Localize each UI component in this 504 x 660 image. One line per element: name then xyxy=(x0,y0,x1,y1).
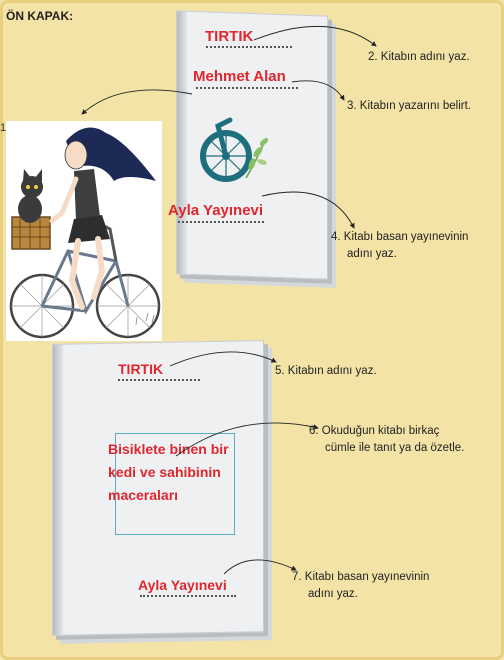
front-publisher: Ayla Yayınevi xyxy=(168,202,264,219)
front-author: Mehmet Alan xyxy=(193,68,286,85)
arrow-to-back-publisher xyxy=(224,560,296,574)
back-summary-line2: kedi ve sahibinin xyxy=(108,464,221,480)
arrow-to-author xyxy=(292,81,344,100)
instruction-2: 2. Kitabın adını yaz. xyxy=(368,51,470,63)
section-heading: ÖN KAPAK: xyxy=(6,9,74,23)
instruction-6-line2: cümle ile tanıt ya da özetle. xyxy=(325,442,465,454)
back-summary-line3: maceraları xyxy=(108,487,179,503)
instruction-7-line2: adını yaz. xyxy=(308,588,358,600)
instruction-5: 5. Kitabın adını yaz. xyxy=(275,365,377,377)
instruction-7-line1: 7. Kitabı basan yayınevinin xyxy=(292,571,430,583)
instruction-6-line1: 6. Okuduğun kitabı birkaç xyxy=(309,425,440,437)
front-title: TIRTIK xyxy=(205,28,254,45)
instruction-4-line1: 4. Kitabı basan yayınevinin xyxy=(331,231,469,243)
arrow-to-illustration xyxy=(82,90,192,114)
back-summary-line1: Bisiklete binen bir xyxy=(108,441,229,457)
arrow-to-publisher xyxy=(262,192,354,228)
instruction-4-line2: adını yaz. xyxy=(347,248,397,260)
back-title: TIRTIK xyxy=(118,361,164,377)
item-number-1: 1 xyxy=(0,122,7,134)
instruction-3: 3. Kitabın yazarını belirt. xyxy=(347,100,472,112)
back-publisher: Ayla Yayınevi xyxy=(138,577,227,593)
arrow-to-title xyxy=(254,26,376,46)
arrow-to-summary xyxy=(176,423,318,456)
arrow-to-back-title xyxy=(170,352,276,366)
